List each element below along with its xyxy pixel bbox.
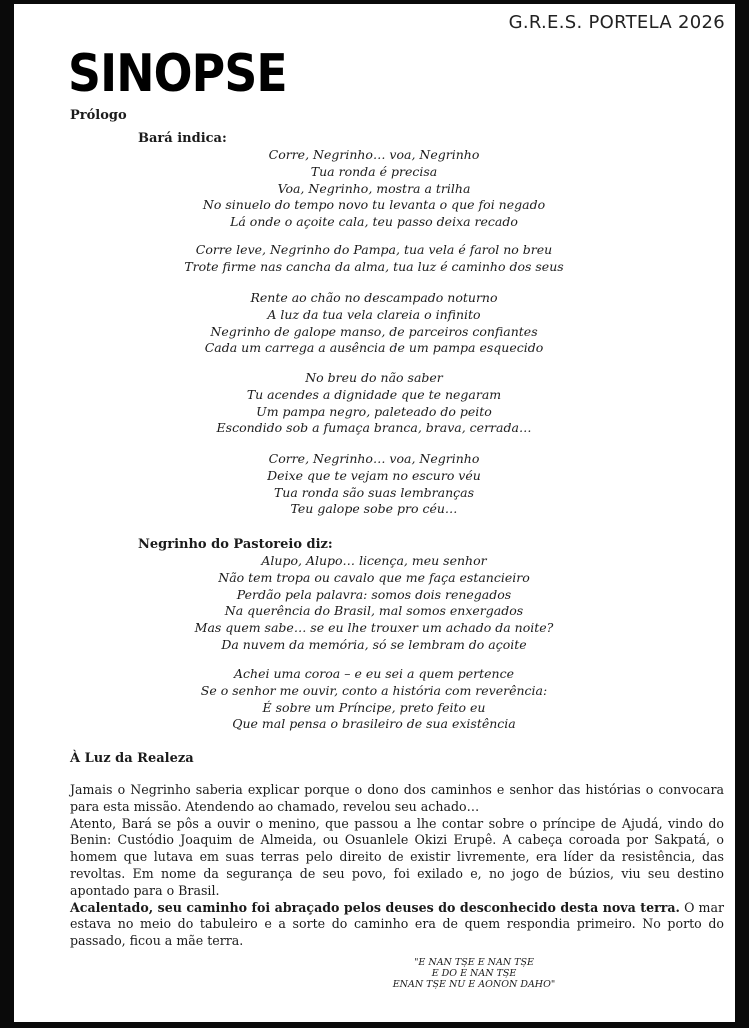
closing-chant bbox=[384, 957, 564, 990]
verse-line: É sobre um Príncipe, preto feito eu bbox=[262, 699, 486, 715]
verse-stanza bbox=[134, 666, 614, 733]
paragraph bbox=[70, 900, 724, 950]
verse-line: Corre, Negrinho… voa, Negrinho bbox=[268, 451, 480, 466]
verse-line: Da nuvem da memória, só se lembram do açoite bbox=[221, 636, 527, 652]
verse-line: Voa, Negrinho, mostra a trilha bbox=[277, 180, 471, 196]
verse-line: Corre leve, Negrinho do Pampa, tua vela é farol no breu bbox=[195, 242, 553, 257]
verse-line: Mas quem sabe… se eu lhe trouxer um achado da noite? bbox=[194, 620, 554, 636]
verse-line: Tua ronda são suas lembranças bbox=[273, 484, 475, 500]
section-title: À Luz da Realeza bbox=[70, 751, 194, 766]
verse-line: Se o senhor me ouvir, conto a história com reverência: bbox=[200, 682, 548, 698]
verse-line: Perdão pela palavra: somos dois renegados bbox=[236, 586, 512, 602]
chant-line: "E NAN TȘE E NAN TȘE bbox=[414, 957, 534, 968]
verse-line: Rente ao chão no descampado noturno bbox=[250, 290, 498, 305]
verse-line: Cada um carrega a ausência de um pampa esquecido bbox=[204, 340, 544, 356]
bold-sentence: Acalentado, seu caminho foi abraçado pelos deuses do desconhecido desta nova terra. bbox=[70, 899, 680, 915]
paragraph: Atento, Bará se pôs a ouvir o menino, que passou a lhe contar sobre o príncipe de Ajudá, vindo do Benin: Custódio Joaquim de Almeida, ou Osuanlele Okizi Erupê. A cabeça coroada por Sakpatá, o homem que lutava em suas terras pelo direito de existir livremente, era líder da resistência, das revoltas. Em nome da segurança de seu povo, foi exilado e, no jogo de búzios, viu seu destino apontado para o Brasil. bbox=[70, 815, 724, 898]
verse-line: Deixe que te vejam no escuro véu bbox=[267, 467, 481, 483]
verse-line: Tu acendes a dignidade que te negaram bbox=[246, 386, 502, 402]
verse-line: Trote firme nas cancha da alma, tua luz é caminho dos seus bbox=[184, 258, 564, 274]
verse-line: Não tem tropa ou cavalo que me faça estancieiro bbox=[218, 569, 530, 585]
prologue-label: Prólogo bbox=[70, 108, 127, 123]
sentence: O mar estava no meio do tabuleiro e a sorte do caminho era de quem respondia primeiro. No porto do passado, ficou a mãe terra. bbox=[70, 899, 724, 949]
verse-line: Tua ronda é precisa bbox=[310, 163, 438, 179]
verse-stanza bbox=[134, 451, 614, 518]
document-page bbox=[14, 4, 735, 1022]
negrinho-speaker-label: Negrinho do Pastoreio diz: bbox=[138, 537, 333, 552]
verse-line: A luz da tua vela clareia o infinito bbox=[267, 306, 481, 322]
verse-stanza bbox=[134, 553, 614, 654]
verse-line: Na querência do Brasil, mal somos enxergados bbox=[224, 603, 524, 619]
organization-header: G.R.E.S. PORTELA 2026 bbox=[508, 12, 725, 33]
verse-line: Um pampa negro, paleteado do peito bbox=[256, 403, 492, 419]
paragraph: Jamais o Negrinho saberia explicar porque o dono dos caminhos e senhor das histórias o convocara para esta missão. Atendendo ao chamado, revelou seu achado… bbox=[70, 782, 724, 814]
verse-line: Negrinho de galope manso, de parceiros confiantes bbox=[210, 323, 538, 339]
chant-line: ENAN TȘE NU E AONON DAHO" bbox=[392, 979, 556, 990]
verse-stanza bbox=[134, 290, 614, 357]
page-title: SINOPSE bbox=[68, 44, 287, 104]
verse-stanza bbox=[134, 370, 614, 437]
bara-speaker-label: Bará indica: bbox=[138, 131, 227, 146]
section-body bbox=[70, 782, 724, 950]
verse-line: Achei uma coroa – e eu sei a quem pertence bbox=[234, 666, 514, 681]
verse-line: No breu do não saber bbox=[305, 370, 443, 385]
verse-line: Alupo, Alupo… licença, meu senhor bbox=[261, 553, 487, 568]
verse-line: Lá onde o açoite cala, teu passo deixa recado bbox=[230, 214, 518, 230]
verse-line: Escondido sob a fumaça branca, brava, cerrada… bbox=[216, 420, 532, 436]
verse-stanza bbox=[134, 147, 614, 231]
chant-line: E DO E NAN TȘE bbox=[431, 968, 517, 979]
verse-line: Teu galope sobe pro céu… bbox=[290, 501, 458, 517]
verse-stanza bbox=[134, 242, 614, 276]
verse-line: No sinuelo do tempo novo tu levanta o que foi negado bbox=[202, 197, 546, 213]
verse-line: Que mal pensa o brasileiro de sua existência bbox=[232, 716, 516, 732]
verse-line: Corre, Negrinho… voa, Negrinho bbox=[268, 147, 480, 162]
